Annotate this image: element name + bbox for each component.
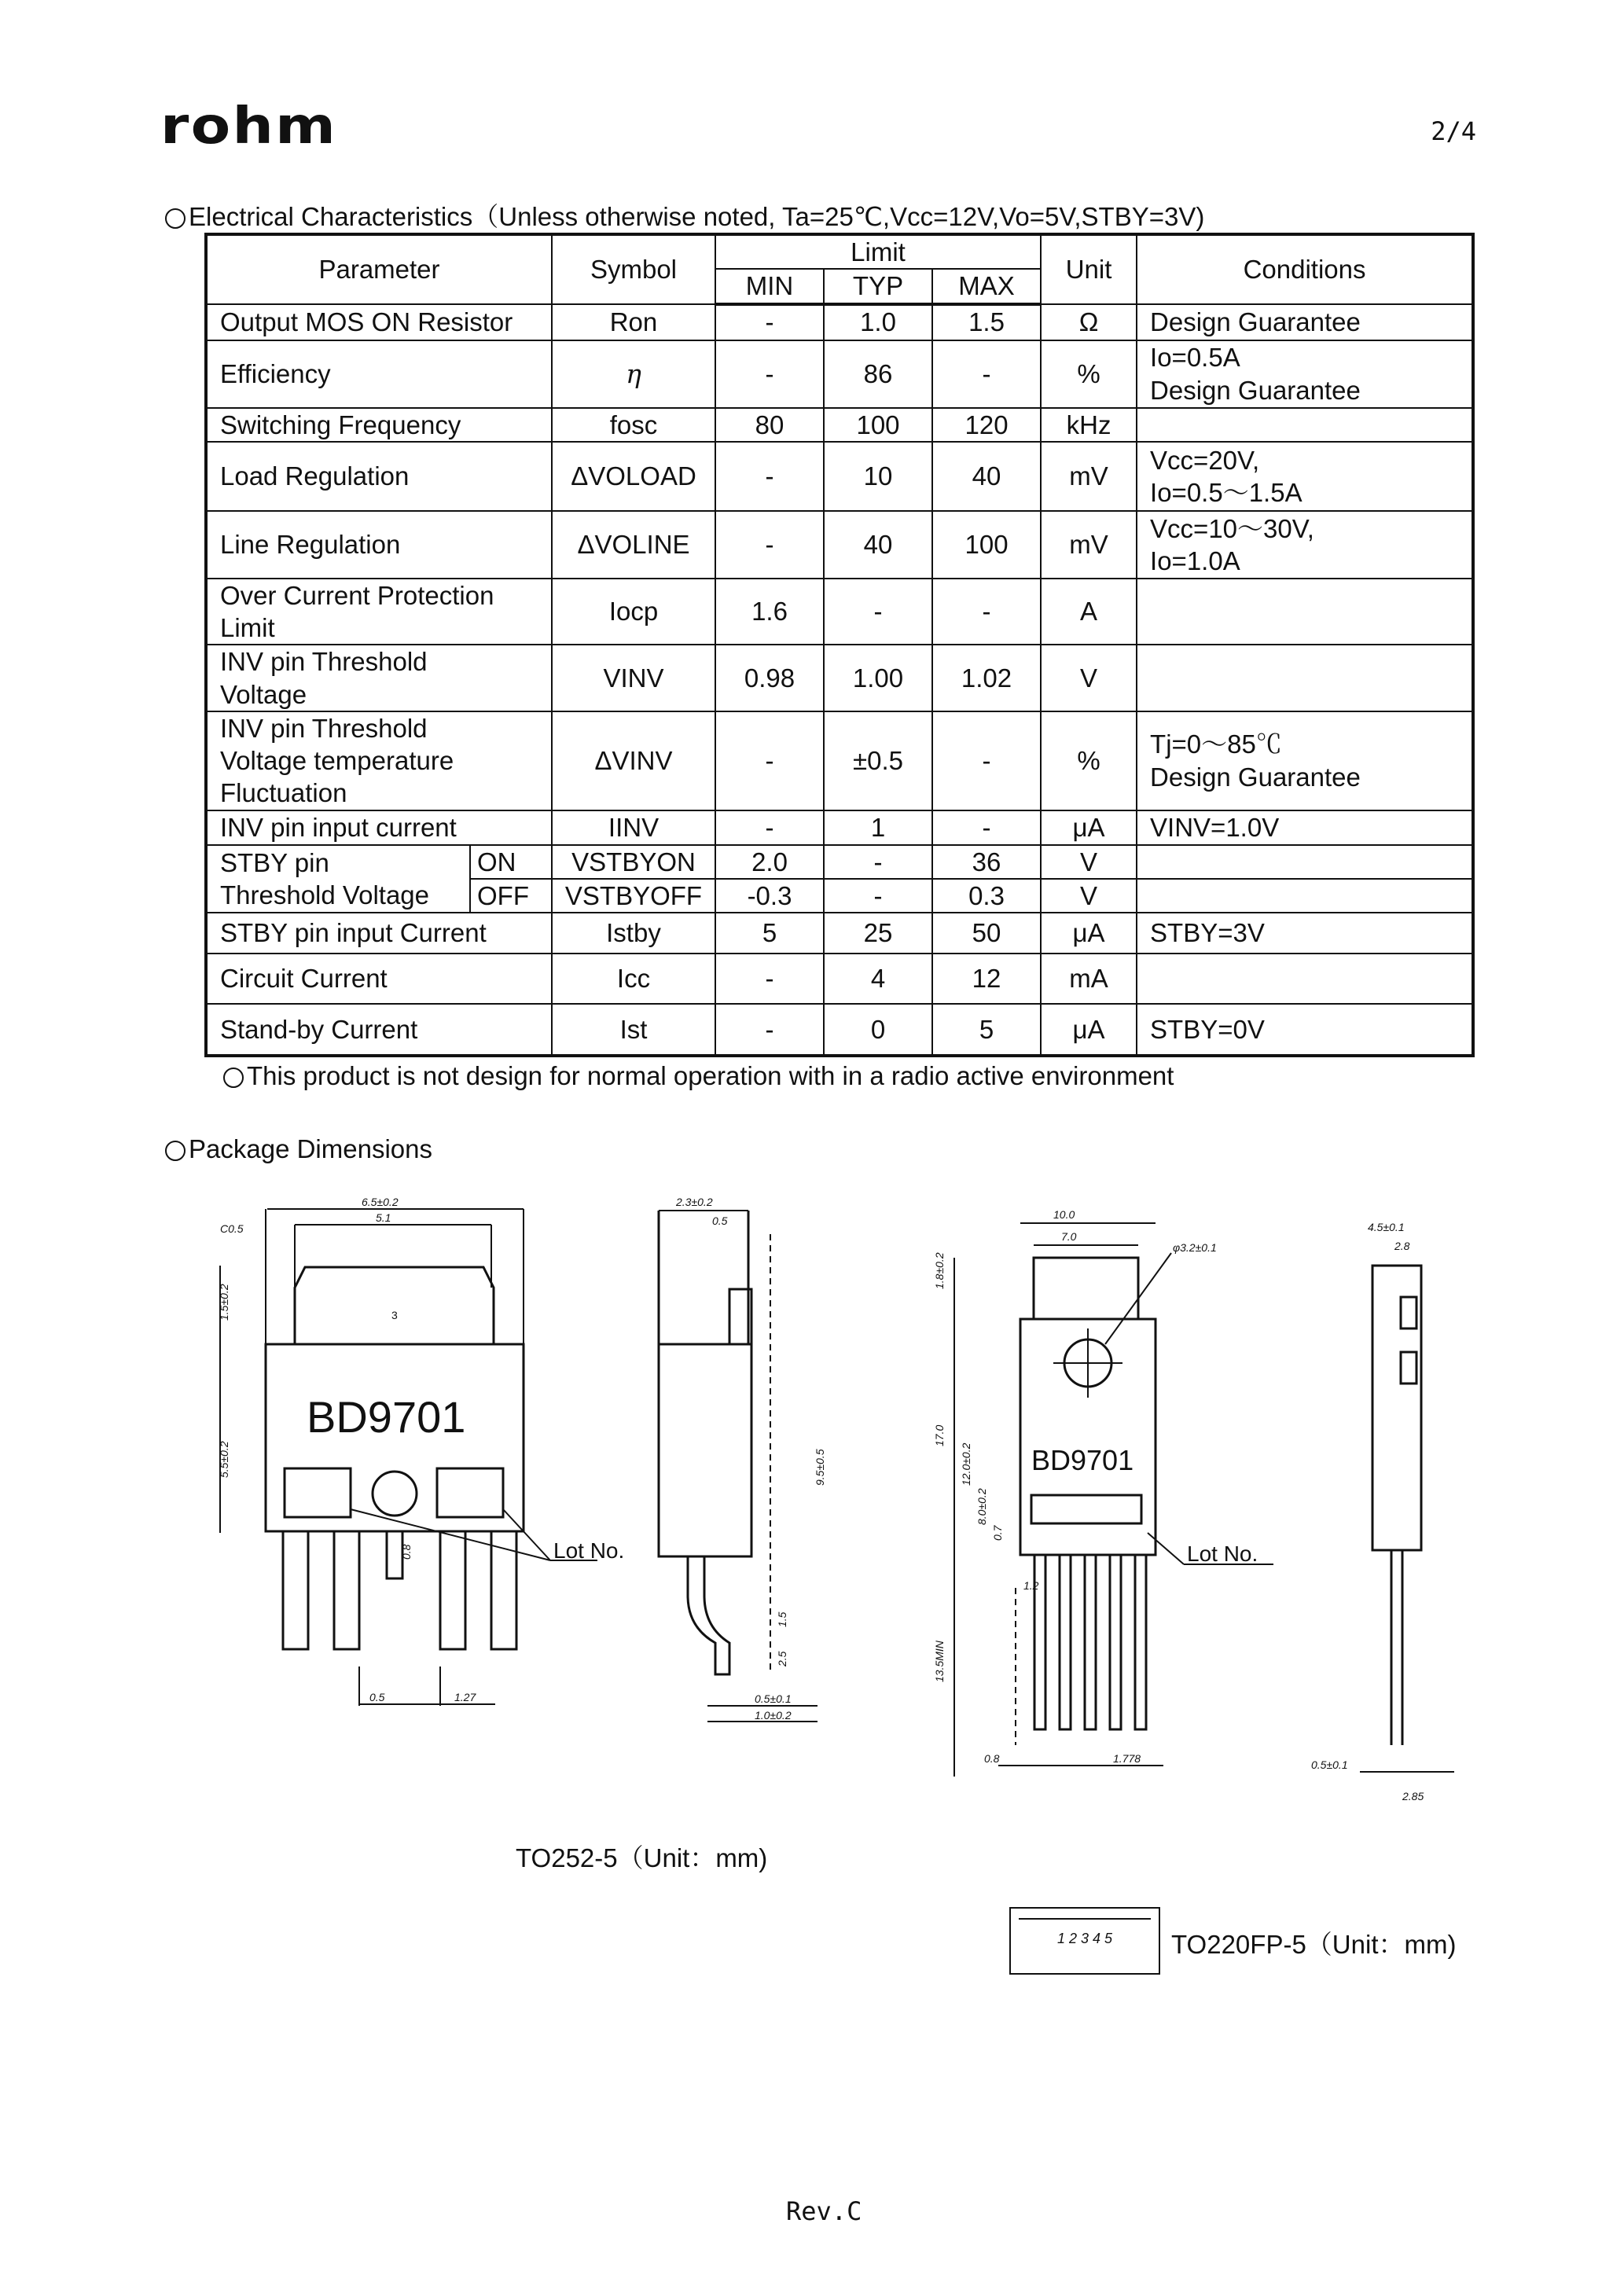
typ-cell: 1 xyxy=(824,810,932,845)
max-cell: 100 xyxy=(932,511,1041,579)
param-cell: Stand-by Current xyxy=(206,1004,552,1056)
typ-cell: 0 xyxy=(824,1004,932,1056)
min-cell: - xyxy=(715,304,824,340)
dim-label: 1.5 xyxy=(776,1611,788,1627)
unit-cell: A xyxy=(1041,579,1137,645)
stby-on-cell: ON xyxy=(470,845,552,879)
pin-numbers: 1 2 3 4 5 xyxy=(1056,1931,1113,1946)
unit-cell: Ω xyxy=(1041,304,1137,340)
dim-label: 12.0±0.2 xyxy=(960,1442,972,1486)
param-cell xyxy=(206,579,552,645)
pin3-label: 3 xyxy=(391,1309,398,1321)
dim-label: 0.5 xyxy=(369,1691,385,1703)
param-cell xyxy=(206,845,470,913)
typ-cell: ±0.5 xyxy=(824,711,932,810)
table-row xyxy=(206,511,1473,579)
package-dimensions-title: Package Dimensions xyxy=(189,1134,432,1163)
max-cell: - xyxy=(932,810,1041,845)
unit-cell: μA xyxy=(1041,810,1137,845)
max-cell: 36 xyxy=(932,845,1041,879)
dim-label: C0.5 xyxy=(220,1222,244,1235)
typ-cell: 40 xyxy=(824,511,932,579)
table-row xyxy=(206,1004,1473,1056)
condition-line: Io=1.0A xyxy=(1150,546,1240,575)
param-cell: STBY pin input Current xyxy=(206,913,552,954)
symbol-cell: IINV xyxy=(552,810,715,845)
conditions-cell xyxy=(1137,954,1473,1004)
chip-marking: BD9701 xyxy=(307,1392,466,1442)
unit-cell: kHz xyxy=(1041,408,1137,442)
min-cell: 2.0 xyxy=(715,845,824,879)
param-cell: Load Regulation xyxy=(206,442,552,511)
max-cell: 5 xyxy=(932,1004,1041,1056)
dim-label: 6.5±0.2 xyxy=(362,1196,399,1208)
dim-label: 2.8 xyxy=(1394,1240,1410,1252)
conditions-cell xyxy=(1137,579,1473,645)
param-cell: Switching Frequency xyxy=(206,408,552,442)
table-row xyxy=(206,711,1473,810)
symbol-cell: VSTBYOFF xyxy=(552,879,715,913)
table-row xyxy=(206,954,1473,1004)
dim-label: 13.5MIN xyxy=(933,1641,946,1682)
dim-label: 7.0 xyxy=(1061,1230,1077,1243)
unit-cell: mA xyxy=(1041,954,1137,1004)
unit-cell: μA xyxy=(1041,913,1137,954)
header-symbol: Symbol xyxy=(552,234,715,304)
symbol-cell: fosc xyxy=(552,408,715,442)
dim-label: 1.0±0.2 xyxy=(755,1709,792,1722)
header-limit: Limit xyxy=(715,234,1041,269)
unit-cell: % xyxy=(1041,340,1137,408)
lot-number-label: Lot No. xyxy=(1187,1542,1258,1566)
min-cell: - xyxy=(715,442,824,511)
unit-cell: % xyxy=(1041,711,1137,810)
typ-cell: 25 xyxy=(824,913,932,954)
table-row xyxy=(206,340,1473,408)
to220fp-caption: TO220FP-5（Unit：mm) xyxy=(1171,1930,1457,1959)
header-parameter: Parameter xyxy=(206,234,552,304)
dim-label: 4.5±0.1 xyxy=(1368,1221,1405,1233)
symbol-cell: Icc xyxy=(552,954,715,1004)
unit-cell: V xyxy=(1041,845,1137,879)
circle-bullet-icon xyxy=(165,1141,186,1161)
table-row xyxy=(206,810,1473,845)
symbol-cell: ΔVOLINE xyxy=(552,511,715,579)
dim-label: 0.8 xyxy=(984,1752,1000,1765)
min-cell: -0.3 xyxy=(715,879,824,913)
table-row xyxy=(206,304,1473,340)
dim-label: 0.8 xyxy=(400,1544,413,1560)
param-cell: Circuit Current xyxy=(206,954,552,1004)
typ-cell: - xyxy=(824,845,932,879)
min-cell: - xyxy=(715,340,824,408)
symbol-cell: Istby xyxy=(552,913,715,954)
condition-line: Design Guarantee xyxy=(1150,762,1361,792)
conditions-cell xyxy=(1137,511,1473,579)
max-cell: 0.3 xyxy=(932,879,1041,913)
condition-line: Io=0.5～1.5A xyxy=(1150,477,1303,507)
dim-label: 1.27 xyxy=(454,1691,476,1703)
radiation-note xyxy=(223,1061,1174,1091)
max-cell: 1.5 xyxy=(932,304,1041,340)
conditions-cell xyxy=(1137,408,1473,442)
conditions-cell xyxy=(1137,879,1473,913)
min-cell: - xyxy=(715,954,824,1004)
symbol-cell: VSTBYON xyxy=(552,845,715,879)
header-unit: Unit xyxy=(1041,234,1137,304)
unit-cell: μA xyxy=(1041,1004,1137,1056)
dim-label: 0.5±0.1 xyxy=(1311,1758,1348,1771)
param-cell: Line Regulation xyxy=(206,511,552,579)
max-cell: 120 xyxy=(932,408,1041,442)
condition-line: Design Guarantee xyxy=(1150,375,1361,405)
to252-caption: TO252-5（Unit：mm) xyxy=(516,1843,768,1872)
table-row xyxy=(206,579,1473,645)
dim-label: 17.0 xyxy=(933,1424,946,1446)
max-cell: - xyxy=(932,579,1041,645)
to252-package-drawing xyxy=(204,1187,880,1753)
symbol-cell: Iocp xyxy=(552,579,715,645)
param-line: Voltage temperature xyxy=(220,746,454,775)
symbol-cell: ΔVOLOAD xyxy=(552,442,715,511)
electrical-characteristics-heading xyxy=(165,197,1204,233)
electrical-characteristics-title: Electrical Characteristics（Unless otherwise noted, Ta=25℃,Vcc=12V,Vo=5V,STBY=3V) xyxy=(189,202,1205,231)
param-cell: INV pin input current xyxy=(206,810,552,845)
dim-label: 1.2 xyxy=(1023,1579,1039,1592)
dim-label: 8.0±0.2 xyxy=(976,1488,988,1525)
condition-line: Io=0.5A xyxy=(1150,343,1240,373)
circle-bullet-icon xyxy=(165,208,186,229)
conditions-cell: STBY=3V xyxy=(1137,913,1473,954)
table-row xyxy=(206,645,1473,711)
header-max: MAX xyxy=(932,269,1041,303)
pin-strip xyxy=(1019,1918,1151,1931)
stby-off-cell: OFF xyxy=(470,879,552,913)
revision-label: Rev.C xyxy=(786,2196,862,2226)
electrical-characteristics-table xyxy=(204,233,1475,1057)
typ-cell: 10 xyxy=(824,442,932,511)
header-typ: TYP xyxy=(824,269,932,303)
dim-label: 5.5±0.2 xyxy=(218,1441,230,1478)
header-min: MIN xyxy=(715,269,824,303)
symbol-cell: η xyxy=(552,340,715,408)
dim-label: 1.778 xyxy=(1113,1752,1141,1765)
dim-label: 10.0 xyxy=(1053,1208,1075,1221)
param-cell xyxy=(206,711,552,810)
to220fp-package-drawing xyxy=(920,1195,1486,1839)
param-line: Voltage xyxy=(220,679,307,709)
param-line: INV pin Threshold xyxy=(220,713,428,743)
max-cell: - xyxy=(932,711,1041,810)
typ-cell: 1.0 xyxy=(824,304,932,340)
dim-label: 2.5 xyxy=(776,1651,788,1666)
conditions-cell xyxy=(1137,442,1473,511)
param-line: Over Current Protection xyxy=(220,580,494,610)
radiation-note-text: This product is not design for normal operation with in a radio active environment xyxy=(247,1061,1174,1090)
dim-label: 1.5±0.2 xyxy=(218,1284,230,1321)
dim-label: 0.5±0.1 xyxy=(755,1692,792,1705)
unit-cell: mV xyxy=(1041,511,1137,579)
chip-marking: BD9701 xyxy=(1031,1444,1134,1476)
param-cell: Efficiency xyxy=(206,340,552,408)
max-cell: 50 xyxy=(932,913,1041,954)
unit-cell: mV xyxy=(1041,442,1137,511)
typ-cell: 1.00 xyxy=(824,645,932,711)
conditions-cell: VINV=1.0V xyxy=(1137,810,1473,845)
header-conditions: Conditions xyxy=(1137,234,1473,304)
package-dimensions-heading xyxy=(165,1134,432,1164)
param-line: STBY pin xyxy=(220,847,329,877)
min-cell: - xyxy=(715,1004,824,1056)
unit-cell: V xyxy=(1041,879,1137,913)
dim-label: 0.7 xyxy=(991,1525,1004,1541)
max-cell: - xyxy=(932,340,1041,408)
min-cell: 5 xyxy=(715,913,824,954)
conditions-cell xyxy=(1137,340,1473,408)
conditions-cell: Design Guarantee xyxy=(1137,304,1473,340)
typ-cell: 86 xyxy=(824,340,932,408)
max-cell: 40 xyxy=(932,442,1041,511)
min-cell: 1.6 xyxy=(715,579,824,645)
table-row xyxy=(206,442,1473,511)
min-cell: - xyxy=(715,711,824,810)
dim-label: 5.1 xyxy=(376,1211,391,1224)
dim-label: 1.8±0.2 xyxy=(933,1252,946,1289)
dim-label: φ3.2±0.1 xyxy=(1173,1241,1217,1254)
param-cell: Output MOS ON Resistor xyxy=(206,304,552,340)
rohm-logo: rohm xyxy=(160,97,338,156)
conditions-cell xyxy=(1137,711,1473,810)
min-cell: 0.98 xyxy=(715,645,824,711)
lot-number-label: Lot No. xyxy=(553,1538,625,1563)
param-cell xyxy=(206,645,552,711)
dim-label: 2.85 xyxy=(1402,1790,1424,1802)
typ-cell: 4 xyxy=(824,954,932,1004)
page-number: 2/4 xyxy=(1431,116,1476,146)
typ-cell: 100 xyxy=(824,408,932,442)
condition-line: Tj=0～85℃ xyxy=(1150,729,1282,759)
min-cell: 80 xyxy=(715,408,824,442)
min-cell: - xyxy=(715,810,824,845)
max-cell: 1.02 xyxy=(932,645,1041,711)
condition-line: Vcc=20V, xyxy=(1150,445,1260,475)
dim-label: 9.5±0.5 xyxy=(814,1449,826,1486)
table-row xyxy=(206,913,1473,954)
unit-cell: V xyxy=(1041,645,1137,711)
param-line: INV pin Threshold xyxy=(220,647,428,677)
dim-label: 2.3±0.2 xyxy=(676,1196,713,1208)
typ-cell: - xyxy=(824,879,932,913)
symbol-cell: VINV xyxy=(552,645,715,711)
min-cell: - xyxy=(715,511,824,579)
table-row xyxy=(206,845,1473,879)
symbol-cell: ΔVINV xyxy=(552,711,715,810)
max-cell: 12 xyxy=(932,954,1041,1004)
param-line: Threshold Voltage xyxy=(220,880,430,909)
symbol-cell: Ron xyxy=(552,304,715,340)
symbol-cell: Ist xyxy=(552,1004,715,1056)
param-line: Fluctuation xyxy=(220,778,347,808)
table-row xyxy=(206,408,1473,442)
typ-cell: - xyxy=(824,579,932,645)
circle-bullet-icon xyxy=(223,1067,244,1088)
conditions-cell: STBY=0V xyxy=(1137,1004,1473,1056)
conditions-cell xyxy=(1137,845,1473,879)
pin-number-sketch xyxy=(1009,1907,1160,1975)
param-line: Limit xyxy=(220,613,275,642)
conditions-cell xyxy=(1137,645,1473,711)
condition-line: Vcc=10～30V, xyxy=(1150,513,1314,543)
dim-label: 0.5 xyxy=(712,1214,728,1227)
